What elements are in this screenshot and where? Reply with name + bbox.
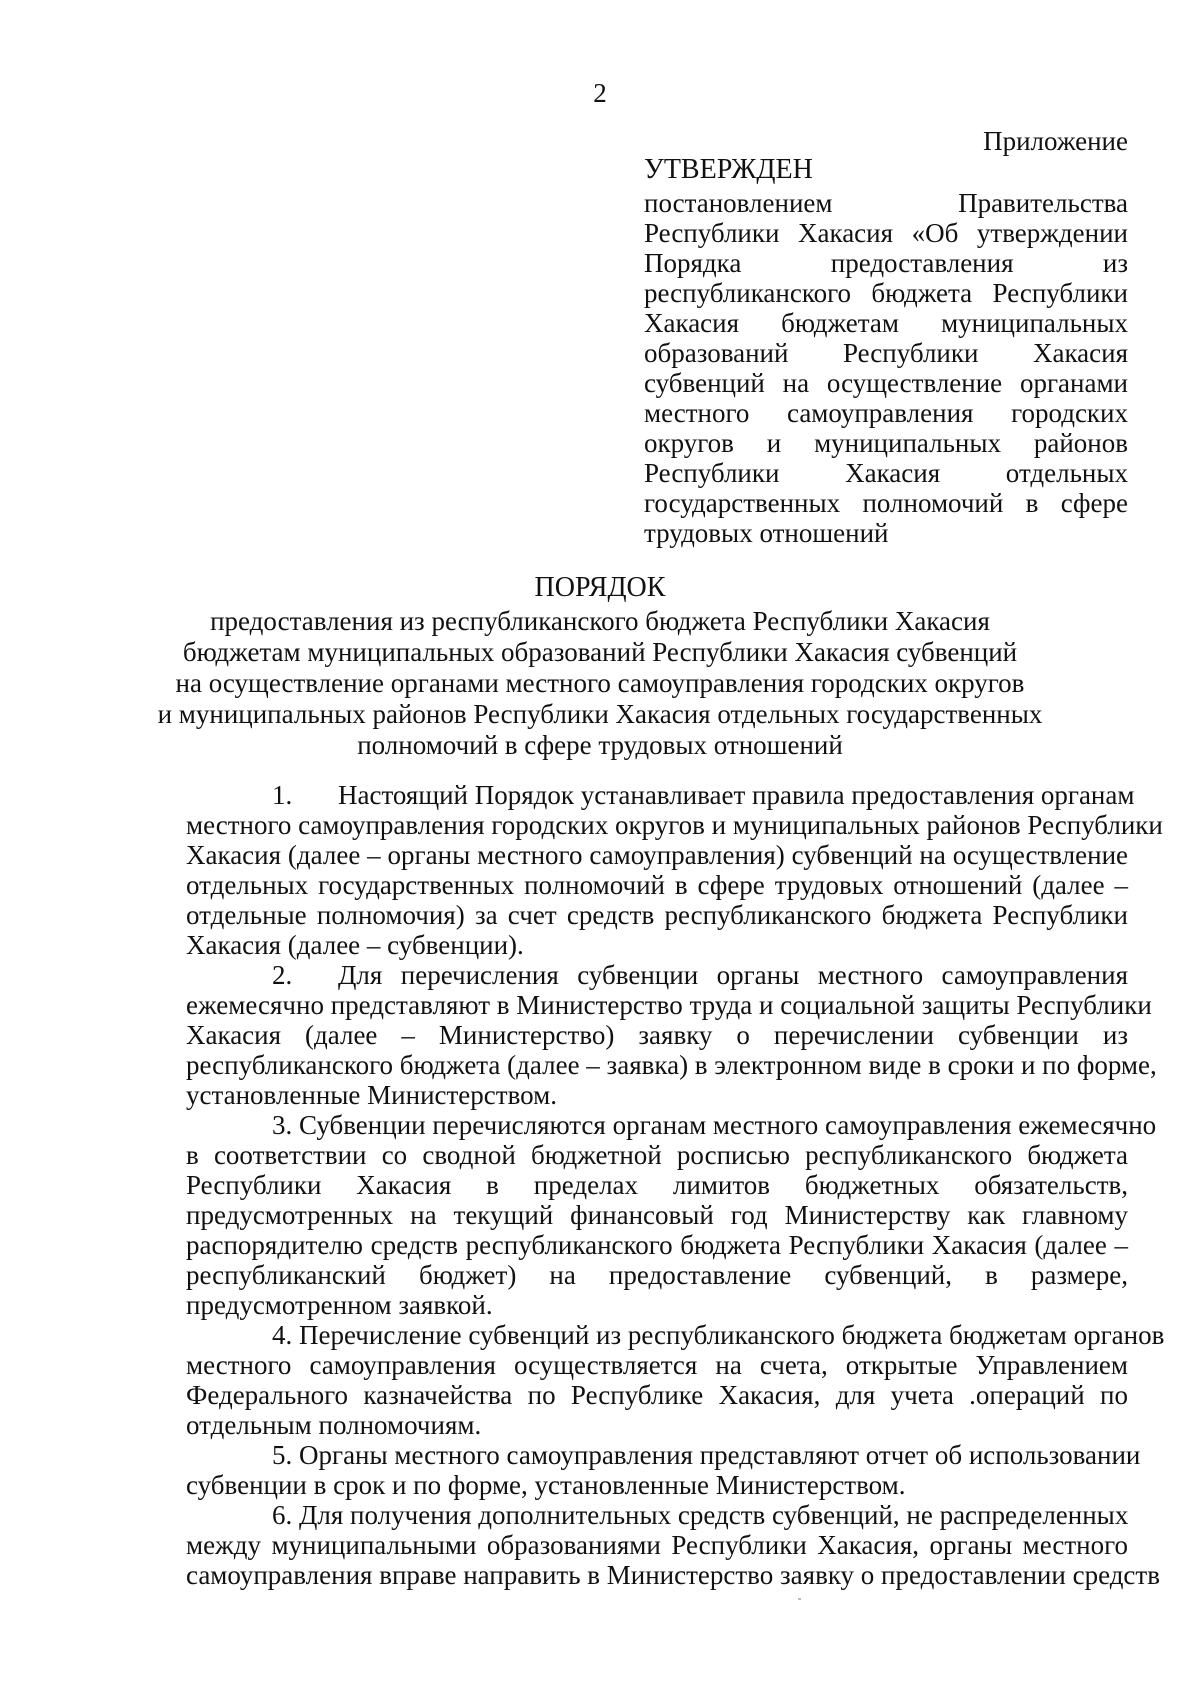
document-title-block — [0, 572, 1200, 761]
paragraph-6-line: 6. Для получения дополнительных средств субвенций, не распределенных — [272, 1500, 1129, 1530]
paragraph-1-line: Хакасия (далее – субвенции). — [186, 930, 524, 960]
paragraph-2-line: установленные Министерством. — [186, 1080, 557, 1110]
paragraph-number: 2. — [272, 960, 293, 990]
approval-line: округов и муниципальных районов — [644, 428, 1128, 458]
paragraph-2-line — [186, 960, 1128, 990]
page-number: 2 — [593, 78, 607, 108]
paragraph-4-line: Федерального казначейства по Республике Хакасия, для учета .операций по — [186, 1380, 1128, 1410]
paragraph-4-line: отдельным полномочиям. — [186, 1410, 482, 1440]
approval-line: Хакасия бюджетам муниципальных — [644, 308, 1128, 338]
appendix-label: Приложение — [983, 126, 1128, 156]
paragraph-6-line: самоуправления вправе направить в Министерство заявку о предоставлении средств — [186, 1560, 1160, 1590]
document-title: ПОРЯДОК — [534, 572, 666, 603]
approval-line: Порядка предоставления из — [644, 248, 1128, 278]
paragraph-5-line: 5. Органы местного самоуправления представляют отчет об использовании — [272, 1440, 1141, 1470]
approval-line: субвенций на осуществление органами — [644, 368, 1128, 398]
paragraph-4-line: местного самоуправления осуществляется на счета, открытые Управлением — [186, 1350, 1128, 1380]
paragraph-3-line: предусмотренном заявкой. — [186, 1290, 493, 1320]
paragraph-number: 1. — [272, 780, 293, 810]
scan-artifact — [798, 1598, 801, 1600]
approval-heading: УТВЕРЖДЕН — [644, 154, 813, 185]
paragraph-3-line: республиканский бюджет) на предоставление субвенций, в размере, — [186, 1260, 1128, 1290]
approval-line: образований Республики Хакасия — [644, 338, 1128, 368]
document-subtitle-line: и муниципальных районов Республики Хакасия отдельных государственных — [157, 699, 1043, 729]
approval-line: государственных полномочий в сфере — [644, 488, 1128, 518]
paragraph-1-line: отдельных государственных полномочий в сфере трудовых отношений (далее – — [186, 870, 1128, 900]
approval-line: постановлением Правительства — [644, 188, 1128, 218]
document-subtitle-line: предоставления из республиканского бюджета Республики Хакасия — [210, 606, 990, 636]
paragraph-3-line: 3. Субвенции перечисляются органам местного самоуправления ежемесячно — [272, 1110, 1157, 1140]
approval-block — [644, 154, 1128, 548]
paragraph-1-line: местного самоуправления городских округов и муниципальных районов Республики — [186, 810, 1163, 840]
paragraph-1-line — [186, 780, 1135, 810]
document-subtitle-line: бюджетам муниципальных образований Республики Хакасия субвенций — [182, 637, 1018, 667]
paragraph-5-line: субвенции в срок и по форме, установленные Министерством. — [186, 1470, 906, 1500]
approval-line: республиканского бюджета Республики — [644, 278, 1128, 308]
paragraph-3-line: в соответствии со сводной бюджетной росписью республиканского бюджета — [186, 1140, 1128, 1170]
paragraph-1-line: отдельные полномочия) за счет средств республиканского бюджета Республики — [186, 900, 1128, 930]
document-body — [186, 780, 1165, 1590]
paragraph-text: Настоящий Порядок устанавливает правила предоставления органам — [338, 780, 1135, 810]
paragraph-6-line: между муниципальными образованиями Республики Хакасия, органы местного — [186, 1530, 1128, 1560]
paragraph-1-line: Хакасия (далее – органы местного самоуправления) субвенций на осуществление — [186, 840, 1128, 870]
approval-line: местного самоуправления городских — [644, 398, 1128, 428]
paragraph-2-line: Хакасия (далее – Министерство) заявку о перечислении субвенции из — [186, 1020, 1128, 1050]
approval-line: Республики Хакасия «Об утверждении — [644, 218, 1128, 248]
document-subtitle-line: на осуществление органами местного самоуправления городских округов — [175, 668, 1025, 698]
paragraph-2-line: ежемесячно представляют в Министерство труда и социальной защиты Республики — [186, 990, 1152, 1020]
paragraph-3-line: распорядителю средств республиканского бюджета Республики Хакасия (далее – — [186, 1230, 1128, 1260]
paragraph-3-line: предусмотренных на текущий финансовый год Министерству как главному — [186, 1200, 1128, 1230]
paragraph-text: Для перечисления субвенции органы местного самоуправления — [338, 960, 1128, 990]
paragraph-4-line: 4. Перечисление субвенций из республиканского бюджета бюджетам органов — [272, 1320, 1165, 1350]
approval-line: трудовых отношений — [644, 518, 889, 548]
document-subtitle-line: полномочий в сфере трудовых отношений — [357, 730, 843, 760]
paragraph-3-line: Республики Хакасия в пределах лимитов бюджетных обязательств, — [186, 1170, 1128, 1200]
approval-line: Республики Хакасия отдельных — [644, 458, 1128, 488]
paragraph-2-line: республиканского бюджета (далее – заявка) в электронном виде в сроки и по форме, — [186, 1050, 1157, 1080]
